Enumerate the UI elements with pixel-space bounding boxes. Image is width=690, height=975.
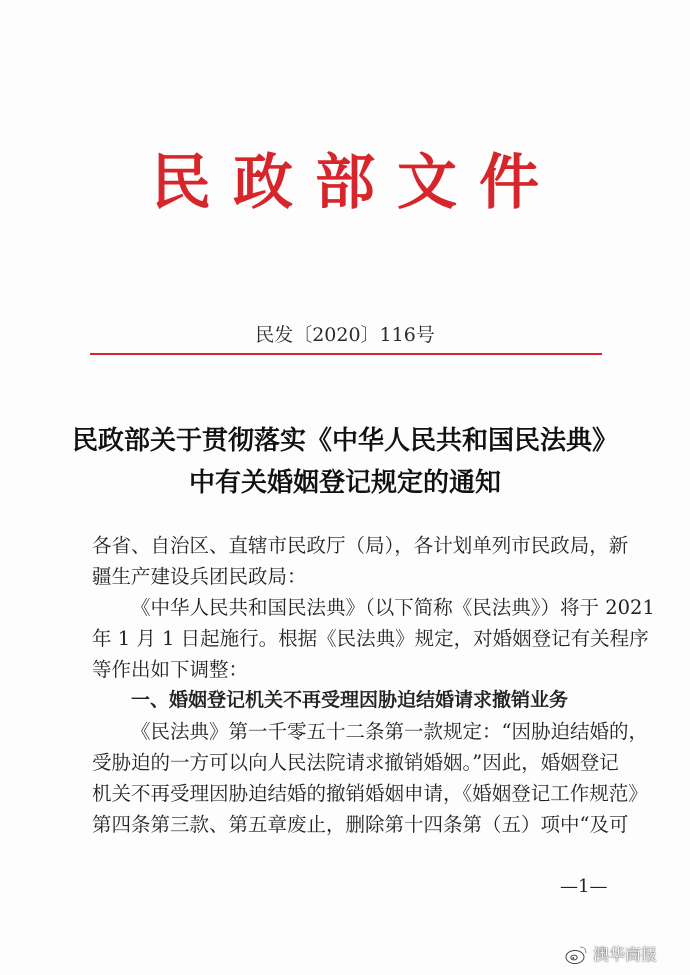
body-line: 《民法典》第一千零五十二条第一款规定：“因胁迫结婚的， xyxy=(131,720,648,743)
body-line: 机关不再受理因胁迫结婚的撤销婚姻申请，《婚姻登记工作规范》 xyxy=(92,782,648,805)
document-title xyxy=(60,420,630,504)
body-line: 第四条第三款、第五章废止，删除第十四条第（五）项中“及可 xyxy=(92,813,629,836)
red-divider xyxy=(90,353,602,355)
title-line-2: 中有关婚姻登记规定的通知 xyxy=(188,468,501,498)
body-line: 《中华人民共和国民法典》（以下简称《民法典》）将于 2021 xyxy=(131,596,655,619)
document-number: 民发〔2020〕116号 xyxy=(255,324,435,346)
title-line-1: 民政部关于贯彻落实《中华人民共和国民法典》 xyxy=(71,426,618,456)
page-number: —1— xyxy=(560,876,608,897)
body-line: 年 1 月 1 日起施行。根据《民法典》规定，对婚姻登记有关程序 xyxy=(92,627,649,650)
body-line: 各省、自治区、直辖市民政厅（局），各计划单列市民政局，新 xyxy=(92,534,629,557)
issuer-header: 民政部文件 xyxy=(151,148,561,218)
section-heading: 一、婚姻登记机关不再受理因胁迫结婚请求撤销业务 xyxy=(131,689,569,711)
body-line: 等作出如下调整： xyxy=(92,658,249,681)
body-line: 受胁迫的一方可以向人民法院请求撤销婚姻。”因此，婚姻登记 xyxy=(92,751,619,774)
weibo-icon xyxy=(565,943,589,965)
watermark-text: 澳华商报 xyxy=(593,945,658,964)
body-line: 疆生产建设兵团民政局： xyxy=(92,565,307,588)
document-body xyxy=(92,530,655,840)
watermark xyxy=(565,942,657,965)
